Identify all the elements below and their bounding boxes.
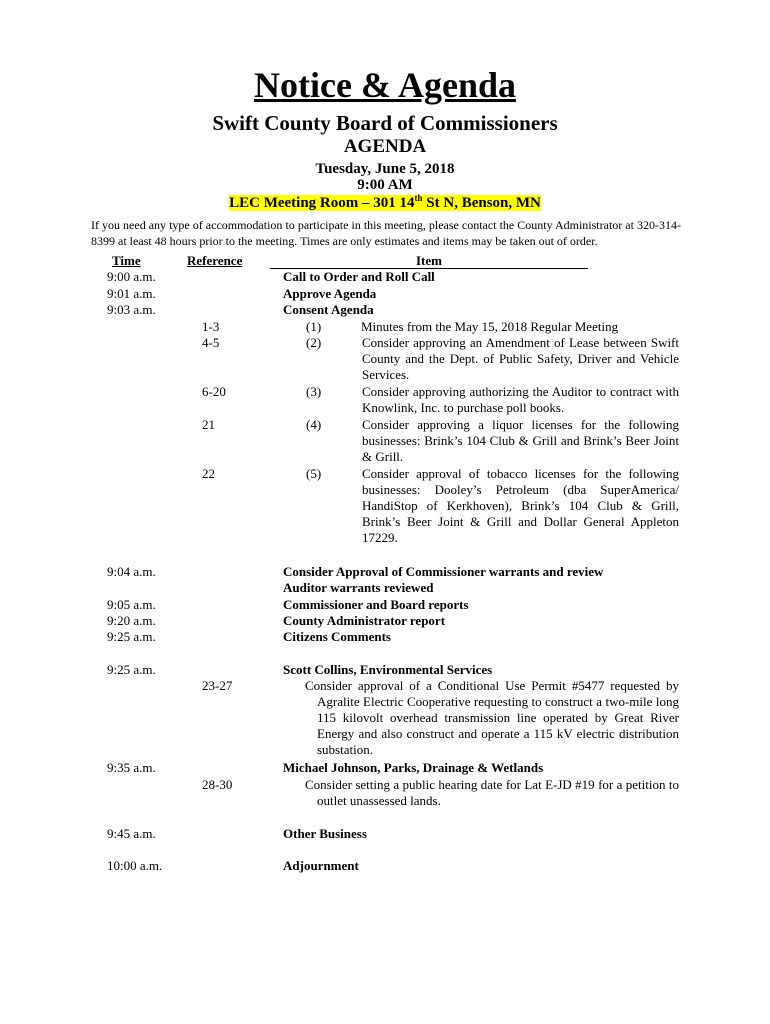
time-cell: 9:25 a.m. [107, 662, 156, 677]
column-header-item: Item [270, 253, 588, 269]
meeting-time: 9:00 AM [357, 177, 413, 193]
item-cell: Scott Collins, Environmental Services [283, 662, 493, 677]
item-cell: Consent Agenda [283, 302, 374, 317]
location-superscript: th [414, 193, 423, 203]
organization-name: Swift County Board of Commissioners [212, 111, 558, 135]
time-cell: 9:45 a.m. [107, 826, 156, 841]
accommodation-notice: If you need any type of accommodation to participate in this meeting, please contact the County Administrator at 320-314-8399 at least 48 hours prior to the meeting. Times are only estimates and items may be taken out of order. [91, 218, 681, 248]
reference-cell: 1-3 [202, 319, 220, 334]
consent-item-text: Consider approval of tobacco licenses for the following businesses: Dooley’s Petroleum (dba SuperAmerica/ HandiStop of Kerkhoven), Brink’s 104 Club & Grill, Brink’s Beer Joint & Grill and Dollar General Appleton 17229. [362, 466, 679, 545]
item-description: Consider approval of a Conditional Use Permit #5477 requested by Agralite Electric Cooperative requesting to construct a two-mile long 115 kilovolt overhead transmission line operated by Great River Energy and also construct and operate a 115 kV electric distribution substation. [305, 678, 679, 757]
item-cell: Commissioner and Board reports [283, 597, 469, 612]
time-cell: 10:00 a.m. [107, 858, 163, 873]
location-suffix: St N, Benson, MN [422, 195, 541, 211]
consent-number: (2) [306, 335, 322, 350]
meeting-date: Tuesday, June 5, 2018 [315, 161, 455, 177]
item-cell: Other Business [283, 826, 367, 841]
item-description: Consider setting a public hearing date for Lat E-JD #19 for a petition to outlet unassessed lands. [305, 777, 679, 808]
column-header-reference: Reference [187, 253, 243, 268]
reference-cell: 21 [202, 417, 215, 432]
time-cell: 9:35 a.m. [107, 760, 156, 775]
consent-number: (1) [306, 319, 322, 334]
time-cell: 9:01 a.m. [107, 286, 156, 301]
reference-cell: 28-30 [202, 777, 233, 792]
time-cell: 9:03 a.m. [107, 302, 156, 317]
item-cell: Consider Approval of Commissioner warrants and review [283, 564, 604, 579]
consent-item-text: Consider approving a liquor licenses for the following businesses: Brink’s 104 Club & Grill and Brink’s Beer Joint & Grill. [362, 417, 679, 464]
time-cell: 9:04 a.m. [107, 564, 156, 579]
time-cell: 9:25 a.m. [107, 629, 156, 644]
item-cell: Call to Order and Roll Call [283, 269, 435, 284]
column-header-time: Time [112, 253, 141, 268]
reference-cell: 6-20 [202, 384, 226, 399]
consent-number: (5) [306, 466, 322, 481]
agenda-label: AGENDA [343, 136, 427, 157]
item-cell: Approve Agenda [283, 286, 377, 301]
reference-cell: 22 [202, 466, 215, 481]
reference-cell: 23-27 [202, 678, 233, 693]
item-cell: Michael Johnson, Parks, Drainage & Wetlands [283, 760, 544, 775]
time-cell: 9:00 a.m. [107, 269, 156, 284]
time-cell: 9:05 a.m. [107, 597, 156, 612]
page-title: Notice & Agenda [254, 65, 516, 105]
time-cell: 9:20 a.m. [107, 613, 156, 628]
consent-number: (3) [306, 384, 322, 399]
consent-item-text: Consider approving an Amendment of Lease between Swift County and the Dept. of Public Safety, Driver and Vehicle Services. [362, 335, 679, 382]
consent-item-text: Minutes from the May 15, 2018 Regular Meeting [361, 319, 619, 334]
meeting-location [0, 193, 770, 212]
item-cell: Auditor warrants reviewed [283, 580, 434, 595]
location-prefix: LEC Meeting Room – 301 14 [229, 195, 415, 211]
consent-item-text: Consider approving authorizing the Auditor to contract with Knowlink, Inc. to purchase poll books. [362, 384, 679, 415]
item-cell: County Administrator report [283, 613, 446, 628]
item-cell: Citizens Comments [283, 629, 391, 644]
consent-number: (4) [306, 417, 322, 432]
item-cell: Adjournment [283, 858, 359, 873]
reference-cell: 4-5 [202, 335, 220, 350]
